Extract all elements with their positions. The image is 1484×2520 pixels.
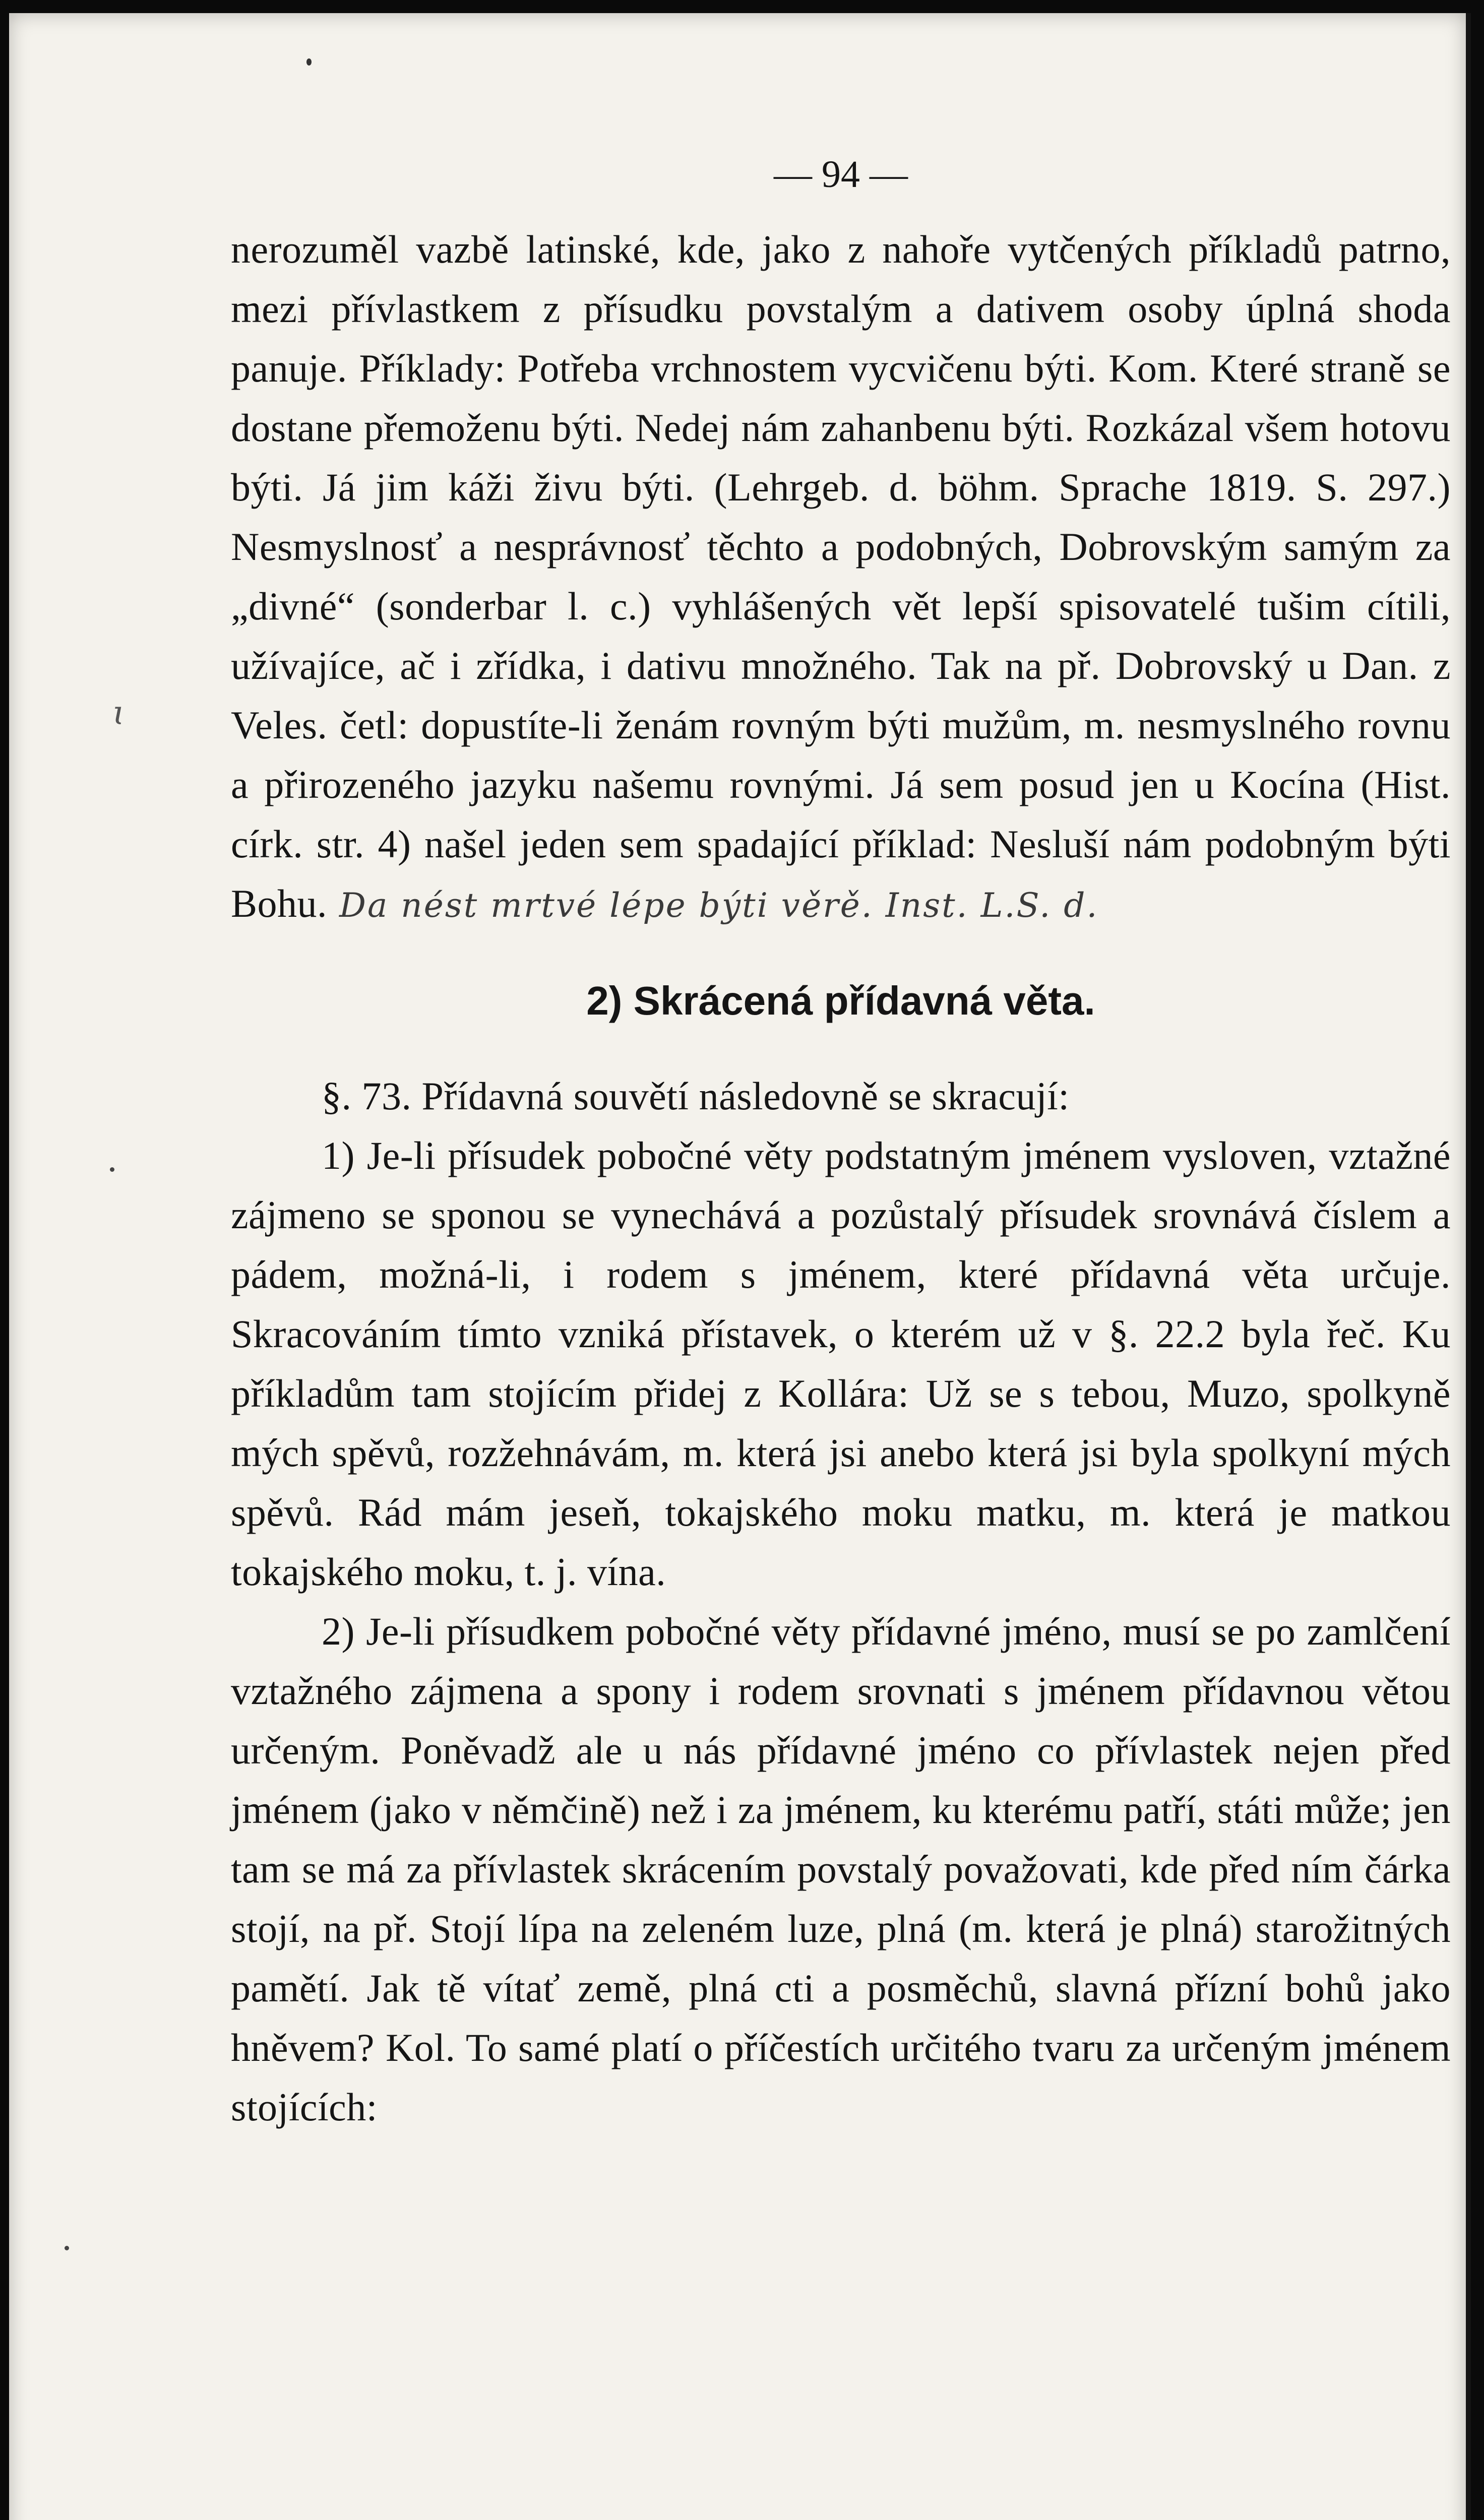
ink-speck <box>306 58 312 66</box>
paragraph: 1) Je-li přísudek pobočné věty podstatným jménem vysloven, vztažné zájmeno se sponou se vynechává a pozůstalý přísudek srovnává číslem a pádem, možná-li, i rodem s jménem, které přídavná věta určuje. Skracováním tímto vzniká přístavek, o kterém už v §. 22.2 byla řeč. Ku příkladům tam stojícím přidej z Kollára: Už se s tebou, Muzo, spolkyně mých spěvů, rozžehnávám, m. která jsi anebo která jsi byla spolkyní mých spěvů. Rád mám jeseň, tokajského moku matku, m. která je matkou tokajského moku, t. j. vína. <box>231 1133 1451 1594</box>
ink-speck <box>65 2246 69 2250</box>
page-number: — 94 — <box>774 153 908 196</box>
section-heading: 2) Skrácená přídavná věta. <box>586 978 1095 1023</box>
paragraph: 2) Je-li přísudkem pobočné věty přídavné jméno, musí se po zamlčení vztažného zájmena a spony i rodem srovnati s jménem přídavnou větou určeným. Poněvadž ale u nás přídavné jméno co přívlastek nejen před jménem (jako v němčině) než i za jménem, ku kterému patří, státi může; jen tam se má za přívlastek skrácením povstalý považovati, kde před ním čárka stojí, na př. Stojí lípa na zeleném luze, plná (m. která je plná) starožitných pamětí. Jak tě vítať země, plná cti a posměchů, slavná přízní bohů jako hněvem? Kol. To samé platí o příčestích určitého tvaru za určeným jménem stojících: <box>231 1609 1451 2129</box>
paragraph <box>231 220 1451 935</box>
page-body <box>231 149 1451 2137</box>
book-page <box>9 13 1471 2520</box>
paragraph: §. 73. Přídavná souvětí následovně se skracují: <box>322 1074 1070 1118</box>
handwritten-note: Da nést mrtvé lépe býti věrě. Inst. L.S. d. <box>339 886 1099 925</box>
ink-speck <box>110 1167 114 1172</box>
margin-note: ɩ <box>112 694 126 732</box>
paragraph-text: nerozuměl vazbě latinské, kde, jako z nahoře vytčených příkladů patrno, mezi přívlastkem z přísudku povstalým a dativem osoby úplná shoda panuje. Příklady: Potřeba vrchnostem vycvičenu býti. Kom. Které straně se dostane přemoženu býti. Nedej nám zahanbenu býti. Rozkázal všem hotovu býti. Já jim káži živu býti. (Lehrgeb. d. böhm. Sprache 1819. S. 297.) Nesmyslnosť a nesprávnosť těchto a podobných, Dobrovským samým za „divné“ (sonderbar l. c.) vyhlášených vět lepší spisovatelé tušim cítili, užívajíce, ač i zřídka, i dativu množného. Tak na př. Dobrovský u Dan. z Veles. četl: dopustíte-li ženám rovným býti mužům, m. nesmyslného rovnu a přirozeného jazyku našemu rovnými. Já sem posud jen u Kocína (Hist. círk. str. 4) našel jeden sem spadající příklad: Nesluší nám podobným býti Bohu. <box>231 227 1451 925</box>
